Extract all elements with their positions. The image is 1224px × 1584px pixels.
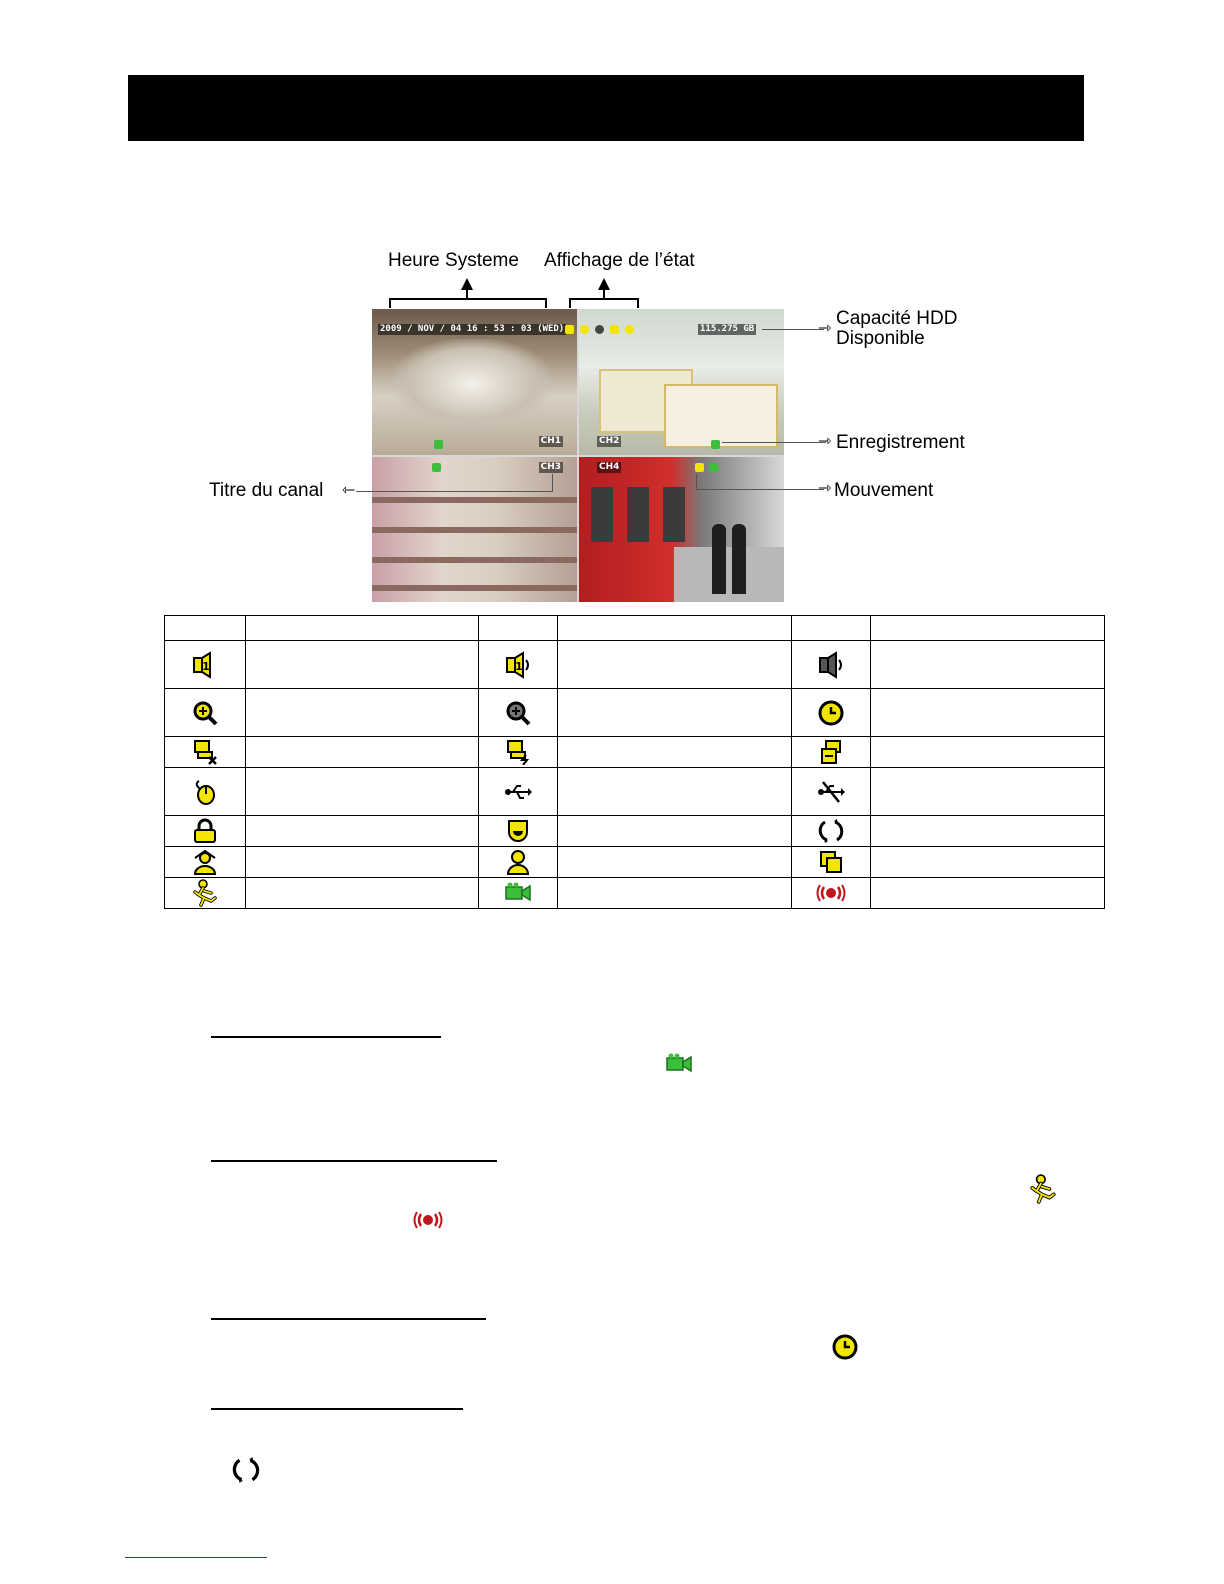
osd-system-time: 2009 / NOV / 04 16 : 53 : 03 (WED) — [380, 324, 565, 334]
label-hdd-capacity-1: Capacité HDD — [836, 308, 958, 329]
motion-icon — [695, 463, 704, 472]
sequence-icon — [580, 325, 589, 334]
speaker-mute-gray-icon — [817, 651, 845, 679]
recording-icon — [711, 440, 720, 449]
sequence-icon — [818, 818, 844, 844]
recording-icon — [434, 440, 443, 449]
table-row — [165, 847, 1105, 878]
bracket-system-time — [389, 298, 547, 300]
recording-icon — [709, 463, 718, 472]
table-row — [165, 641, 1105, 689]
mouse-icon — [191, 778, 219, 806]
channel-title: CH3 — [540, 462, 561, 472]
recording-camera-icon — [504, 881, 532, 905]
svg-text:1: 1 — [202, 659, 210, 673]
channel-title: CH1 — [540, 436, 561, 446]
usb-icon — [504, 782, 532, 802]
key-lock-icon — [565, 325, 574, 334]
alarm-icon — [816, 884, 846, 902]
network-local-icon — [818, 739, 844, 765]
channel-title: CH2 — [599, 436, 620, 446]
channel-title: CH4 — [599, 462, 620, 472]
table-row — [165, 737, 1105, 768]
bracket-status-display — [569, 298, 639, 300]
motion-icon — [191, 879, 219, 907]
key-lock-icon — [192, 818, 218, 844]
pip-overlay-icon — [818, 849, 844, 875]
mouse-icon — [625, 325, 634, 334]
speaker-channel-yellow-alt-icon — [504, 651, 532, 679]
operator-user-icon — [505, 849, 531, 875]
zoom-in-yellow-icon — [191, 699, 219, 727]
channel-3-view — [372, 457, 577, 602]
label-hdd-capacity-2: Disponible — [836, 328, 925, 349]
section-3-heading-underline — [211, 1318, 486, 1320]
label-recording: Enregistrement — [836, 432, 965, 453]
table-row — [165, 816, 1105, 847]
ptz-dome-icon — [505, 818, 531, 844]
svg-text:1: 1 — [515, 659, 523, 673]
zoom-icon — [595, 325, 604, 334]
motion-icon — [1028, 1174, 1058, 1204]
timer-clock-icon — [817, 699, 845, 727]
icon-legend-table — [164, 615, 1105, 909]
network-icon — [610, 325, 619, 334]
table-row — [165, 768, 1105, 816]
alarm-icon — [413, 1211, 443, 1229]
label-channel-title: Titre du canal — [209, 480, 324, 501]
supervisor-user-icon — [192, 849, 218, 875]
section-1-heading-underline — [211, 1036, 441, 1038]
network-connected-icon — [505, 739, 531, 765]
sequence-icon — [232, 1456, 260, 1484]
header-bar — [128, 75, 1084, 141]
label-motion: Mouvement — [834, 480, 934, 501]
label-system-time: Heure Systeme — [388, 250, 519, 271]
speaker-channel-yellow-icon — [191, 651, 219, 679]
usb-disconnected-icon — [817, 779, 845, 805]
table-row — [165, 878, 1105, 909]
network-disconnected-icon — [192, 739, 218, 765]
footer-link-underline[interactable] — [125, 1557, 267, 1558]
table-row — [165, 689, 1105, 737]
zoom-in-gray-icon — [504, 699, 532, 727]
section-2-heading-underline — [211, 1160, 497, 1162]
table-header-row — [165, 616, 1105, 641]
osd-hdd-capacity: 115.275 GB — [700, 324, 755, 334]
recording-icon — [432, 463, 441, 472]
timer-clock-icon — [831, 1333, 859, 1361]
channel-4-view — [579, 457, 784, 602]
section-4-heading-underline — [211, 1408, 463, 1410]
recording-camera-icon — [665, 1052, 693, 1076]
label-status-display: Affichage de l’état — [544, 250, 695, 271]
dvr-live-view-figure — [372, 309, 784, 602]
